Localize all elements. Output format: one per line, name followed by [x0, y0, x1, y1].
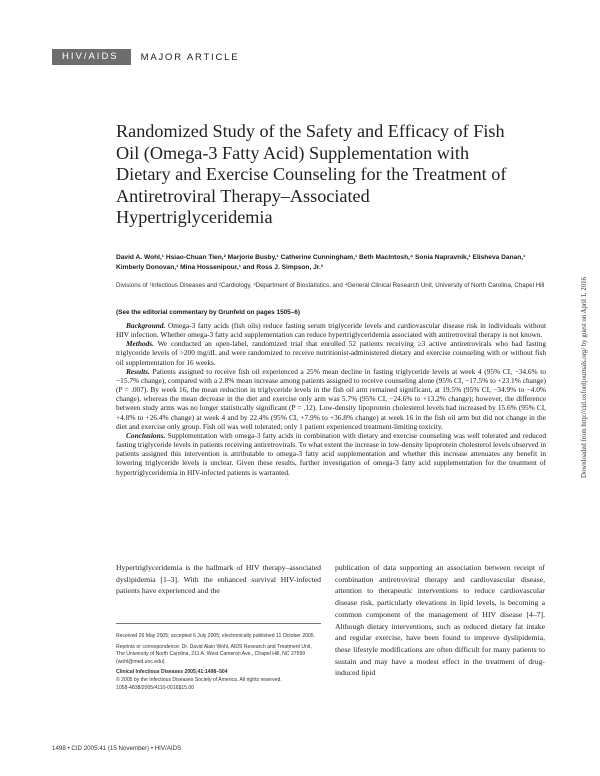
copyright-note: © 2005 by the Infectious Diseases Society of America. All rights reserved.	[116, 676, 282, 683]
body-column-left: Hypertriglyceridemia is the hallmark of HIV therapy–associated dyslipidemia [1–3]. With the enhanced survival HIV-infected patients have experienced and the	[116, 563, 321, 596]
footnote-divider	[116, 623, 321, 624]
abstract-conclusions: Conclusions. Supplementation with omega-3 fatty acids in combination with dietary and exercise counseling was well tolerated and reduced fasting triglyceride levels in patients receiving antiretrovirals. To what extent the increase in low-density lipoprotein cholesterol levels observed in patients assigned this intervention is attributable to omega-3 fatty acid supplementation and whether this increase attenuates any benefit in lowering triglyceride levels is unclear. Given these results, further investigation of omega-3 fatty acid supplementation for the treatment of hypertriglyceridemia in HIV-infected patients is warranted.	[116, 430, 546, 477]
abstract-results: Results. Patients assigned to receive fish oil experienced a 25% mean decline in fasting triglyceride levels at week 4 (95% CI, −34.6% to −15.7% change), compared with a 2.8% mean increase among patients assigned to receive counseling alone (95% CI, −17.5% to +23.1% change) (P = .007). By week 16, the mean reduction in triglyceride levels in the fish oil arm remained significant, at 19.5% (95% CI, −34.9% to −4.0% change), whereas the mean decrease in the diet and exercise only arm was 5.7% (95% CI, −24.6% to +13.2% change); however, the difference between study arms was no longer statistically significant (P = .12). Low-density lipoprotein cholesterol levels had increased by 15.6% (95% CI, +4.8% to +26.4% change) at week 4 and by 22.4% (95% CI, +7.9% to +36.8% change) at week 16 in the fish oil arm but did not change in the diet and exercise only group. Fish oil was well tolerated; only 1 patient experienced treatment-limiting toxicity.	[116, 366, 547, 431]
abstract	[116, 321, 546, 477]
page-footer: 1498 • CID 2005:41 (15 November) • HIV/AIDS	[52, 745, 182, 752]
editorial-note: (See the editorial commentary by Grunfeld on pages 1505–6)	[116, 309, 300, 316]
reprints-note: Reprints or correspondence: Dr. David Alain Wohl, AIDS Research and Treatment Unit, The University of North Carolina, 211 A. West Cameron Ave., Chapel Hill, NC 27599 (wohl@med.unc.edu).	[116, 643, 312, 665]
journal-citation: Clinical Infectious Diseases 2005;41:1498–504	[116, 669, 228, 676]
received-note: Received 26 May 2005; accepted 6 July 2005; electronically published 11 October 2005.	[116, 633, 315, 639]
affiliations: Divisions of ¹Infectious Diseases and ²Cardiology, ³Department of Biostatistics, and ⁴General Clinical Research Unit, University of North Carolina, Chapel Hill	[116, 282, 545, 289]
abstract-methods: Methods. We conducted an open-label, randomized trial that enrolled 52 patients receiving ≥3 active antiretrovirals who had fasting triglyceride levels of >200 mg/dL and were randomized to receive nutritionist-administered dietary and exercise counseling with or without fish oil supplementation for 16 weeks.	[116, 339, 546, 367]
body-column-right: publication of data supporting an association between receipt of combination antiretroviral therapy and cardiovascular disease, attention to therapeutic interventions to reduce cardiovascular disease risk, particularly elevations in lipid levels, is becoming a common component of the management of HIV disease [4–7]. Although dietary interventions, such as reduced dietary fat intake and regular exercise, have been found to improve dyslipidemia, these lifestyle modifications are often difficult for many patients to sustain and may have a modest effect in the treatment of drug-induced lipid	[335, 563, 545, 678]
section-tag: HIV/AIDS	[52, 49, 131, 65]
article-header	[52, 50, 239, 64]
article-title: Randomized Study of the Safety and Efficacy of Fish Oil (Omega-3 Fatty Acid) Supplementation with Dietary and Exercise Counseling for the Treatment of Antiretroviral Therapy–Associated Hypertriglyceridemia	[116, 121, 507, 228]
issn-note: 1058-4838/2005/4110-0016$15.00	[116, 684, 195, 691]
download-watermark[interactable]: Downloaded from http://cid.oxfordjournals.org/ by guest on April 1, 2016	[581, 277, 588, 478]
author-list: David A. Wohl,¹ Hsiao-Chuan Tien,² Marjorie Busby,¹ Catherine Cunningham,¹ Beth MacIntosh,⁴ Sonia Napravnik,¹ Elisheva Danan,¹ Kimberly Donovan,¹ Mina Hossenipour,¹ and Ross J. Simpson, Jr.³	[116, 254, 526, 271]
footnotes	[116, 633, 321, 695]
abstract-background: Background. Omega-3 fatty acids (fish oils) reduce fasting serum triglyceride levels and cardiovascular disease risk in individuals without HIV infection. Whether omega-3 fatty acid supplementation can reduce hypertriglyceridemia associated with antiretroviral therapy is not known.	[116, 321, 547, 340]
article-type: MAJOR ARTICLE	[140, 51, 240, 63]
